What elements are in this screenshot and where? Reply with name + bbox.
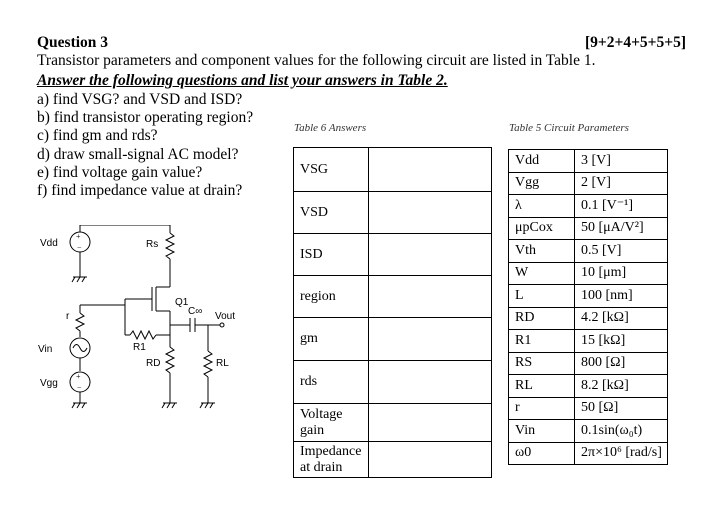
plus-sign: + bbox=[76, 232, 81, 241]
table-row bbox=[509, 195, 668, 218]
question-points: [9+2+4+5+5+5] bbox=[585, 34, 686, 51]
param-name: μpCox bbox=[509, 217, 575, 240]
param-name: RD bbox=[509, 307, 575, 330]
rs-resistor bbox=[166, 233, 174, 259]
cap-label: C∞ bbox=[188, 306, 203, 317]
param-value: 0.1 [V⁻¹] bbox=[575, 195, 668, 218]
vdd-label: Vdd bbox=[40, 238, 58, 249]
rl-resistor bbox=[204, 351, 212, 377]
vin-label: Vin bbox=[38, 344, 53, 355]
r-resistor bbox=[76, 313, 84, 331]
question-list bbox=[37, 91, 253, 200]
param-name: Vin bbox=[509, 420, 575, 443]
table-row bbox=[294, 404, 492, 442]
param-value: 50 [Ω] bbox=[575, 397, 668, 420]
params-table-caption: Table 5 Circuit Parameters bbox=[509, 122, 629, 134]
rs-label: Rs bbox=[146, 239, 159, 250]
answer-cell[interactable] bbox=[369, 442, 492, 478]
plus-sign: + bbox=[76, 372, 81, 381]
param-value: 15 [kΩ] bbox=[575, 330, 668, 353]
table-row bbox=[509, 262, 668, 285]
table-row bbox=[509, 375, 668, 398]
ground-icon bbox=[72, 277, 87, 282]
vout-label: Vout bbox=[215, 311, 236, 322]
question-item: c) find gm and rds? bbox=[37, 127, 158, 145]
question-item: e) find voltage gain value? bbox=[37, 163, 203, 181]
question-item: b) find transistor operating region? bbox=[37, 109, 254, 127]
param-value: 0.1sin(ω₀t) bbox=[575, 420, 668, 443]
answer-cell[interactable] bbox=[369, 404, 492, 442]
rd-resistor bbox=[166, 347, 174, 373]
param-value: 3 [V] bbox=[575, 150, 668, 173]
answer-label: ISD bbox=[294, 234, 369, 276]
answer-cell[interactable] bbox=[369, 318, 492, 361]
param-value: 8.2 [kΩ] bbox=[575, 375, 668, 398]
param-name: L bbox=[509, 285, 575, 308]
question-item: f) find impedance value at drain? bbox=[37, 182, 243, 200]
answer-label: region bbox=[294, 276, 369, 318]
table-row bbox=[509, 330, 668, 353]
param-name: r bbox=[509, 397, 575, 420]
question-item: a) find VSG? and VSD and ISD? bbox=[37, 91, 243, 108]
param-name: Vgg bbox=[509, 172, 575, 195]
question-title: Question 3 bbox=[37, 34, 109, 51]
table-row bbox=[509, 240, 668, 263]
answer-label: Impedance at drain bbox=[294, 442, 369, 478]
answer-cell[interactable] bbox=[369, 276, 492, 318]
table-row bbox=[509, 285, 668, 308]
answer-cell[interactable] bbox=[369, 192, 492, 234]
table-row bbox=[294, 442, 492, 478]
params-table bbox=[508, 149, 668, 465]
param-value: 10 [μm] bbox=[575, 262, 668, 285]
r1-resistor bbox=[130, 331, 156, 339]
minus-sign: − bbox=[77, 243, 82, 252]
sine-icon bbox=[73, 345, 87, 352]
answer-cell[interactable] bbox=[369, 148, 492, 192]
r-label: r bbox=[66, 311, 70, 322]
answer-label: VSD bbox=[294, 192, 369, 234]
param-name: RL bbox=[509, 375, 575, 398]
param-value: 2π×10⁶ [rad/s] bbox=[575, 442, 668, 465]
table-row bbox=[294, 276, 492, 318]
q1-label: Q1 bbox=[175, 297, 189, 308]
vgg-label: Vgg bbox=[40, 378, 58, 389]
rd-label: RD bbox=[146, 358, 161, 369]
answer-cell[interactable] bbox=[369, 234, 492, 276]
param-value: 800 [Ω] bbox=[575, 352, 668, 375]
table-row bbox=[509, 442, 668, 465]
circuit-diagram bbox=[30, 225, 270, 420]
answer-label: gm bbox=[294, 318, 369, 361]
param-value: 4.2 [kΩ] bbox=[575, 307, 668, 330]
table-row bbox=[294, 148, 492, 192]
vout-terminal bbox=[220, 323, 224, 327]
question-instruction: Answer the following questions and list your answers in Table 2. bbox=[37, 72, 448, 89]
ground-icon bbox=[200, 403, 215, 408]
ground-icon bbox=[162, 403, 177, 408]
table-row bbox=[294, 192, 492, 234]
table-row bbox=[509, 217, 668, 240]
param-name: W bbox=[509, 262, 575, 285]
minus-sign: − bbox=[77, 383, 82, 392]
param-name: ω0 bbox=[509, 442, 575, 465]
table-row bbox=[509, 420, 668, 443]
param-value: 100 [nm] bbox=[575, 285, 668, 308]
param-value: 2 [V] bbox=[575, 172, 668, 195]
table-row bbox=[509, 172, 668, 195]
param-value: 0.5 [V] bbox=[575, 240, 668, 263]
answer-label: VSG bbox=[294, 148, 369, 192]
rl-label: RL bbox=[216, 358, 229, 369]
question-intro: Transistor parameters and component values for the following circuit are listed in Table 1. bbox=[37, 52, 596, 69]
table-row bbox=[294, 361, 492, 404]
param-name: Vth bbox=[509, 240, 575, 263]
table-row bbox=[294, 318, 492, 361]
r1-label: R1 bbox=[133, 342, 146, 353]
answers-table-caption: Table 6 Answers bbox=[294, 122, 367, 134]
param-value: 50 [μA/V²] bbox=[575, 217, 668, 240]
param-name: Vdd bbox=[509, 150, 575, 173]
ground-icon bbox=[72, 403, 87, 408]
answer-cell[interactable] bbox=[369, 361, 492, 404]
table-row bbox=[509, 150, 668, 173]
table-row bbox=[294, 234, 492, 276]
table-row bbox=[509, 397, 668, 420]
param-name: λ bbox=[509, 195, 575, 218]
answer-label: rds bbox=[294, 361, 369, 404]
question-item: d) draw small-signal AC model? bbox=[37, 145, 239, 163]
param-name: R1 bbox=[509, 330, 575, 353]
table-row bbox=[509, 352, 668, 375]
answer-label: Voltage gain bbox=[294, 404, 369, 442]
answers-table bbox=[293, 147, 492, 478]
param-name: RS bbox=[509, 352, 575, 375]
table-row bbox=[509, 307, 668, 330]
